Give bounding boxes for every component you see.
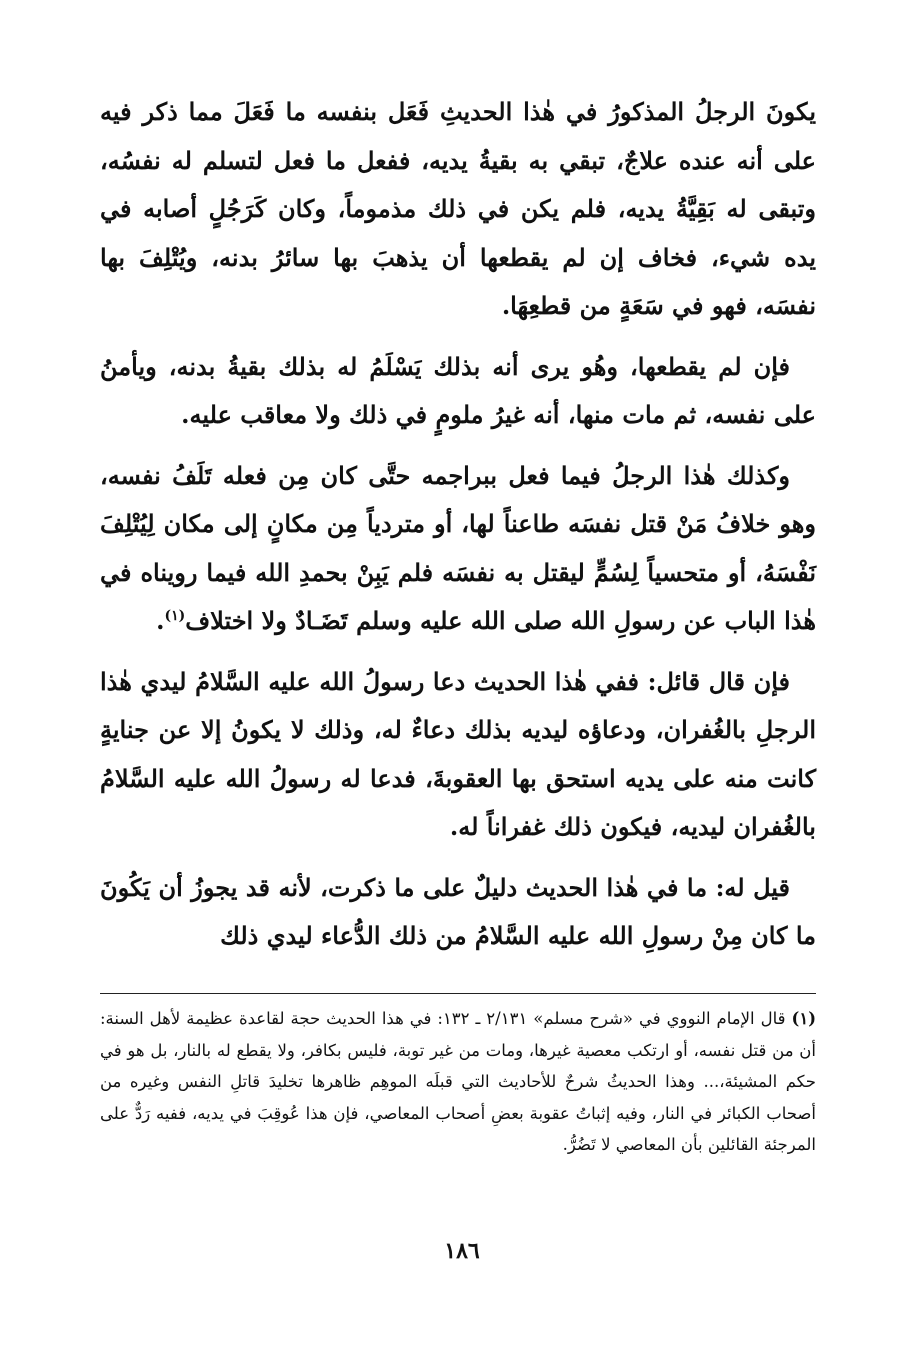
paragraph-3-text: وكذلك هٰذا الرجلُ فيما فعل ببراجمه حتَّى كان مِن فعله تَلَفُ نفسه، وهو خلافُ مَنْ قتل نفسَه طاعناً لها، أو متردياً مِن مكانٍ إلى مكان لِيُتْلِفَ نَفْسَهُ، أو متحسياً لِسُمٍّ ليقتل به نفسَه فلم يَبِنْ بحمدِ الله فيما رويناه في هٰذا الباب عن رسولِ الله صلى الله عليه وسلم تَضَـادٌ ولا اختلاف [100,460,817,635]
paragraph-5: قيل له: ما في هٰذا الحديث دليلٌ على ما ذكرت، لأنه قد يجوزُ أن يَكُونَ ما كان مِنْ رسولِ الله عليه السَّلامُ من ذلك الدُّعاء ليدي ذلك [100,872,816,950]
footnote-reference: (١) [164,608,186,624]
footnote [100,1003,816,1161]
page-number: ١٨٦ [444,1238,480,1264]
paragraph-4: فإن قال قائل: ففي هٰذا الحديث دعا رسولُ الله عليه السَّلامُ ليدي هٰذا الرجلِ بالغُفران، ودعاؤه ليديه بذلك دعاءٌ له، وذلك لا يكونُ إلا عن جنايةٍ كانت منه على يديه استحق بها العقوبةَ، فدعا له رسولُ الله عليه السَّلامُ بالغُفران ليديه، فيكون ذلك غفراناً له. [100,666,816,841]
footnote-divider [100,993,816,994]
main-text [100,88,816,973]
footnote-marker: (١) [791,1009,817,1028]
paragraph-2: فإن لم يقطعها، وهُو يرى أنه بذلك يَسْلَمُ له بذلك بقيةُ بدنه، ويأمنُ على نفسه، ثم مات منها، أنه غيرُ ملومٍ في ذلك ولا معاقب عليه. [100,351,816,429]
footnote-text: قال الإمام النووي في «شرح مسلم» ٢/١٣١ ـ ١٣٢: في هذا الحديث حجة لقاعدة عظيمة لأهل السنة: أن من قتل نفسه، أو ارتكب معصية غيرها، ومات من غير توبة، فليس بكافر، ولا يقطع له بالنار، بل هو في حكم المشيئة،... وهذا الحديثُ شرحٌ للأحاديث التي قبلَه الموهِم ظاهرها تخليدَ قاتلِ النفس وغيره من أصحاب الكبائر في النار، وفيه إثباتُ عقوبة بعضِ أصحاب المعاصي، فإن هذا عُوقِبَ في يديه، ففيه رَدٌّ على المرجئة القائلين بأن المعاصي لا تَضُرُّ. [100,1009,816,1154]
paragraph-3 [100,452,816,646]
paragraph-1: يكونَ الرجلُ المذكورُ في هٰذا الحديثِ فَعَل بنفسه ما فَعَلَ مما ذكر فيه على أنه عنده علاجٌ، تبقي به بقيةُ يديه، ففعل ما فعل لتسلم له نفسُه، وتبقى له بَقِيَّةُ يديه، فلم يكن في ذلك مذموماً، وكان كَرَجُلٍ أصابه في يده شيء، فخاف إن لم يقطعها أن يذهبَ بها سائرُ بدنه، ويُتْلِفَ بها نفسَه، فهو في سَعَةٍ من قطعِهَا. [100,97,816,320]
paragraph-3-end: . [156,606,165,635]
